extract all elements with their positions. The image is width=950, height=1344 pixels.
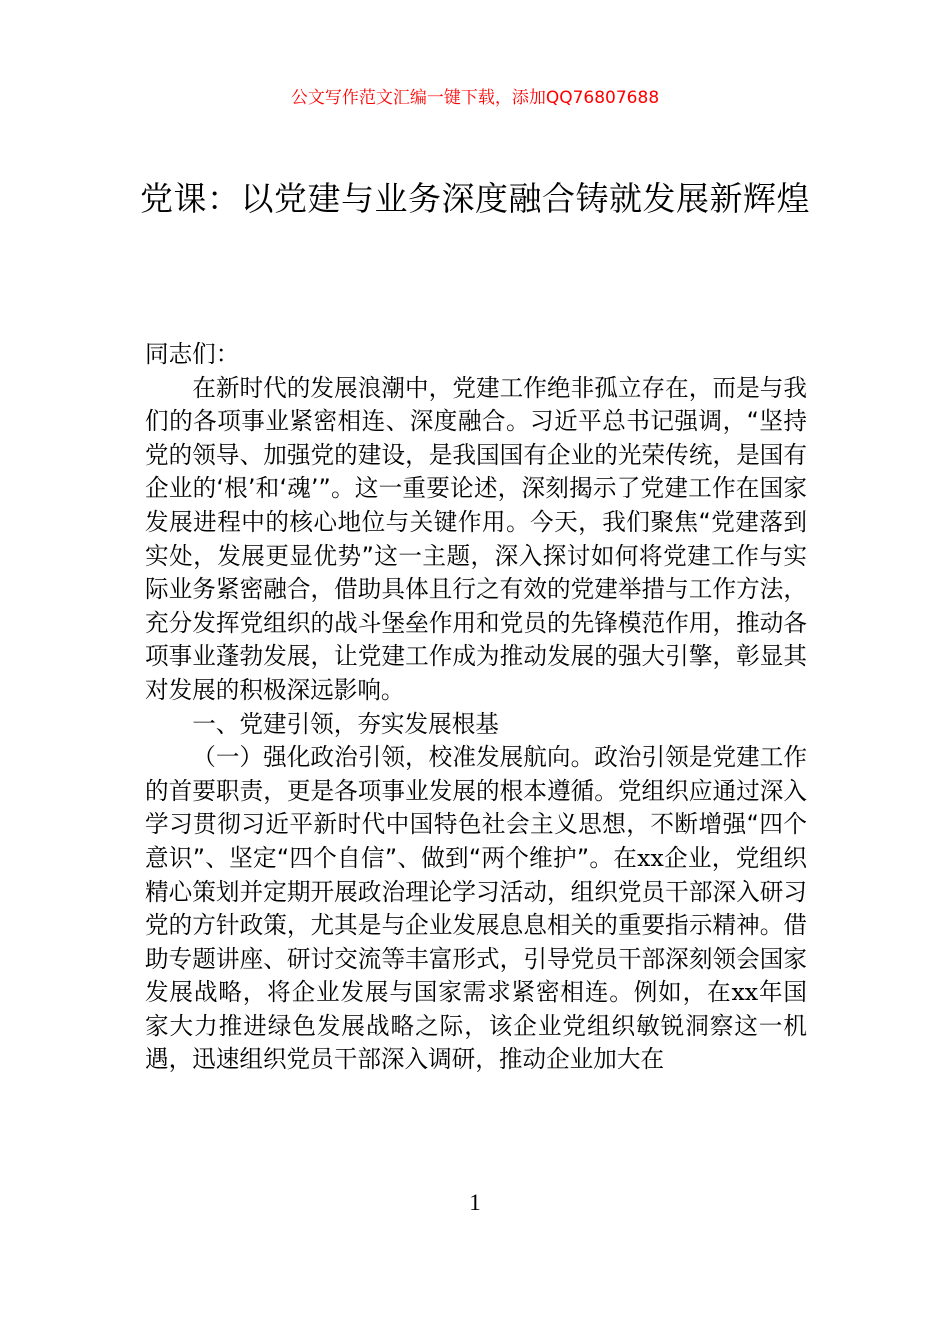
placeholder-xx-company: xx [637, 843, 664, 872]
subsection-text-part-1: （一）强化政治引领，校准发展航向。政治引领是党建工作的首要职责，更是各项事业发展的根本遵循。党组织应通过深入学习贯彻习近平新时代中国特色社会主义思想，不断增强“四个意识”、坚定“四个自信”、做到“两个维护”。在 [145, 743, 807, 872]
subsection-text-part-2: 企业，党组织精心策划并定期开展政治理论学习活动，组织党员干部深入研习党的方针政策，尤其是与企业发展息息相关的重要指示精神。借助专题讲座、研讨交流等丰富形式，引导党员干部深刻领会国家发展战略，将企业发展与国家需求紧密相连。例如，在 [145, 843, 807, 1007]
subsection-text-part-3: 年国家大力推进绿色发展战略之际，该企业党组织敏锐洞察这一机遇，迅速组织党员干部深入调研，推动企业加大在 [145, 978, 807, 1074]
subsection-paragraph [145, 741, 807, 1077]
salutation: 同志们： [145, 340, 240, 368]
section-heading: 一、党建引领，夯实发展根基 [192, 709, 499, 738]
intro-paragraph: 在新时代的发展浪潮中，党建工作绝非孤立存在，而是与我们的各项事业紧密相连、深度融合。习近平总书记强调，“坚持党的领导、加强党的建设，是我国国有企业的光荣传统，是国有企业的‘根’和‘魂’”。这一重要论述，深刻揭示了党建工作在国家发展进程中的核心地位与关键作用。今天，我们聚焦“党建落到实处，发展更显优势”这一主题，深入探讨如何将党建工作与实际业务紧密融合，借助具体且行之有效的党建举措与工作方法，充分发挥党组织的战斗堡垒作用和党员的先锋模范作用，推动各项事业蓬勃发展，让党建工作成为推动发展的强大引擎，彰显其对发展的积极深远影响。 [145, 373, 807, 704]
document-body [145, 338, 807, 1077]
download-promo-note: 公文写作范文汇编一键下载，添加QQ76807688 [290, 88, 660, 108]
placeholder-xx-year: xx [731, 978, 759, 1007]
document-title: 党课：以党建与业务深度融合铸就发展新辉煌 [140, 179, 810, 218]
page-number: 1 [469, 1190, 481, 1215]
